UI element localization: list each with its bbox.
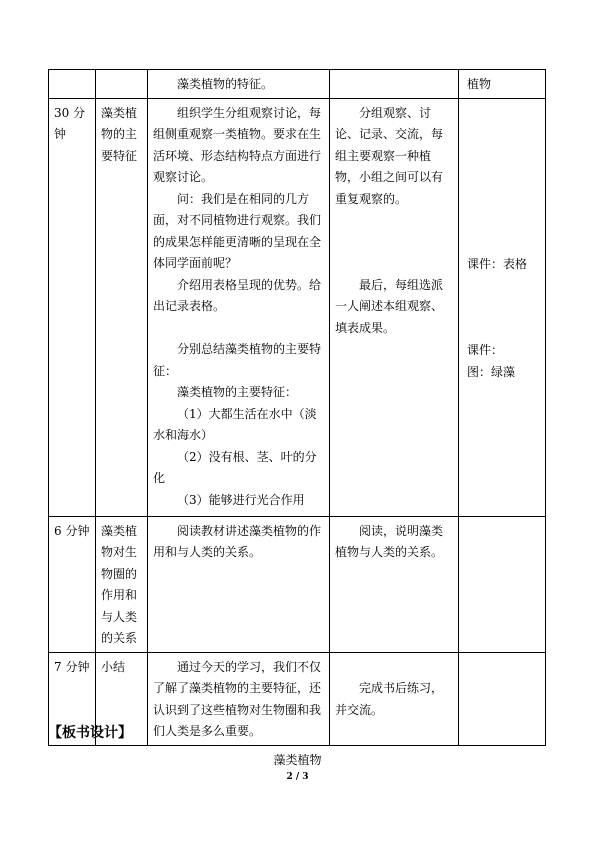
time-cell: 30 分钟 [49,98,96,516]
notes-cell [459,98,546,516]
notes-cell: 植物 [459,70,546,99]
section-title: 【板书设计】 [48,725,132,741]
student-paragraph: 最后，每组选派一人阐述本组观察、填表成果。 [335,277,444,335]
board-title: 藻类植物 [273,753,322,767]
table-row [49,516,546,652]
table-row [49,98,546,516]
page-number: 2 / 3 [286,772,309,782]
student-paragraph: 完成书后练习，并交流。 [335,681,444,717]
feature-item: （2）没有根、茎、叶的分化 [153,449,317,485]
student-paragraph: 分组观察、讨论、记录、交流，每组主要观察一种植物，小组之间可以有重复观察的。 [335,105,444,206]
student-activity-cell: 阅读，说明藻类植物与人类的关系。 [330,516,459,652]
teacher-paragraph: 介绍用表格呈现的优势。给出记录表格。 [153,277,322,313]
teacher-paragraph: 组织学生分组观察讨论，每组侧重观察一类植物。要求在生活环境、形态结构特点方面进行观察讨论。 [153,105,322,184]
notes-cell [459,516,546,652]
feature-item: （3）能够进行光合作用 [177,492,305,507]
time-cell [49,70,96,99]
time-cell: 7 分钟 [49,652,96,745]
topic-cell: 藻类植物的主要特征 [96,98,148,516]
teacher-paragraph: 问：我们是在相同的几方面，对不同植物进行观察。我们的成果怎样能更清晰的呈现在全体同学面前呢？ [153,191,322,270]
notes-line: 图：绿藻 [467,364,516,379]
notes-cell [459,652,546,745]
topic-cell: 藻类植物对生物圈的作用和与人类的关系 [96,516,148,652]
teacher-paragraph: 藻类植物的主要特征： [177,385,298,399]
teacher-paragraph: 分别总结藻类植物的主要特征： [153,342,322,378]
teacher-activity-cell: 通过今天的学习，我们不仅了解了藻类植物的主要特征，还认识到了这些植物对生物圈和我们人类是多么重要。 [148,652,330,745]
feature-item: （1）大都生活在水中（淡水和海水） [153,406,317,442]
student-activity-cell [330,652,459,745]
student-activity-cell [330,98,459,516]
notes-line: 课件： [467,343,504,357]
table-row [49,70,546,99]
teacher-activity-cell [148,98,330,516]
topic-cell [96,70,148,99]
teacher-activity-cell: 阅读教材讲述藻类植物的作用和与人类的关系。 [148,516,330,652]
student-activity-cell [330,70,459,99]
topic-cell: 小结 [96,652,148,745]
lesson-plan-table [48,69,546,746]
time-cell: 6 分钟 [49,516,96,652]
teacher-activity-cell: 藻类植物的特征。 [148,70,330,99]
notes-line: 课件：表格 [467,256,528,271]
